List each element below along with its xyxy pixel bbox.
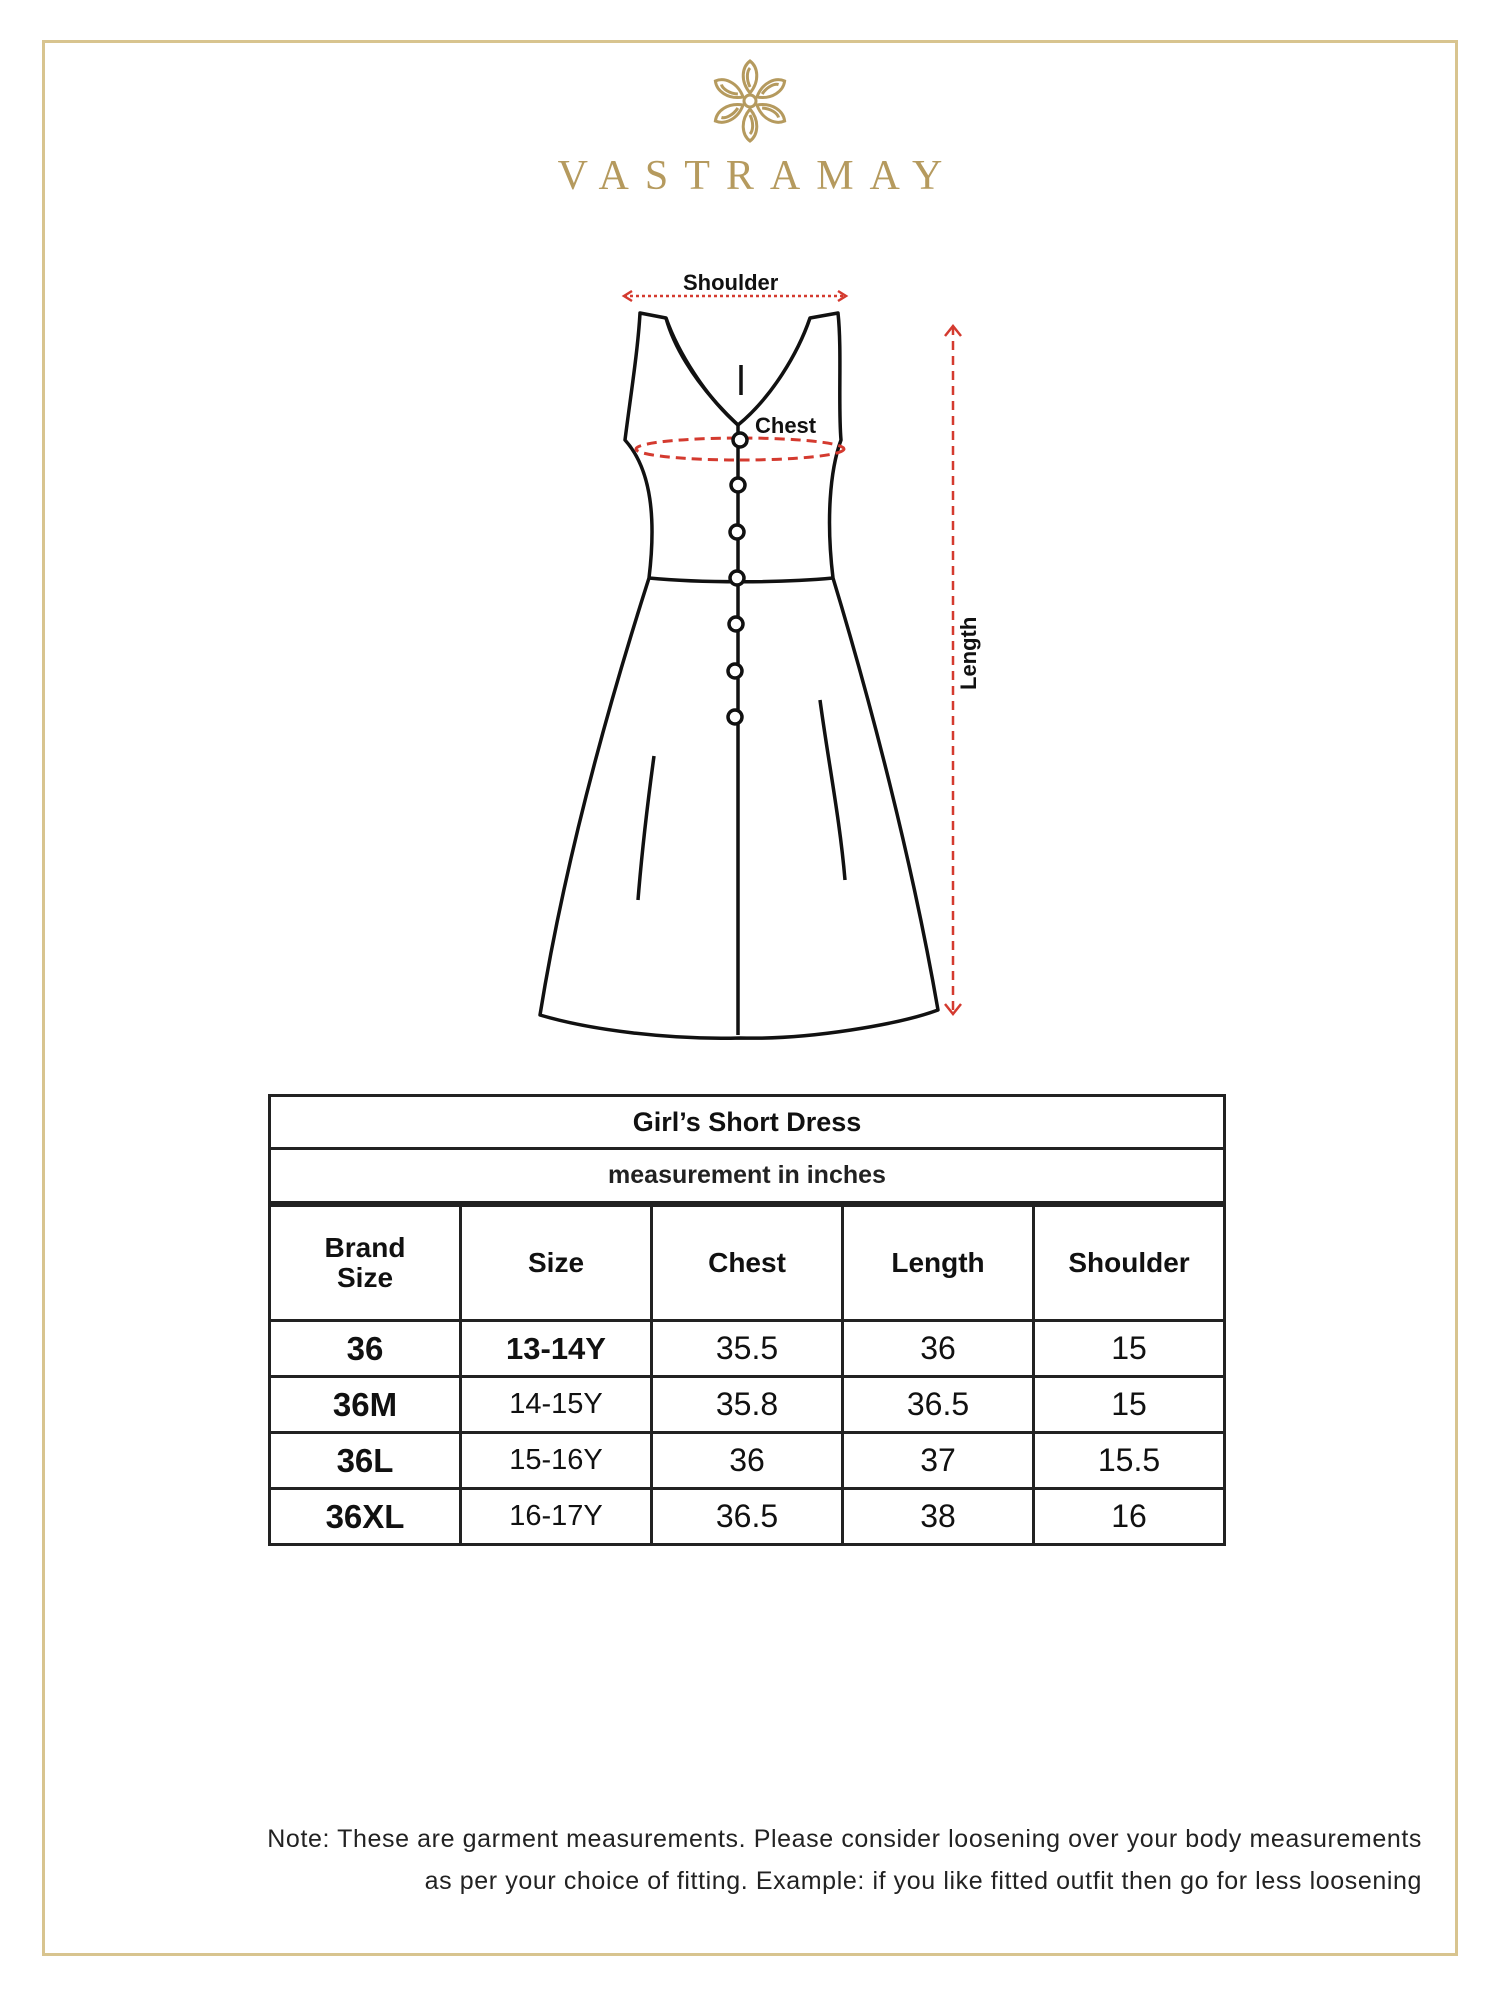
length-label: Length xyxy=(956,616,981,690)
header-chest: Chest xyxy=(652,1206,843,1321)
cell-chest: 35.5 xyxy=(652,1321,843,1377)
size-chart xyxy=(268,1094,1226,1546)
cell-length: 37 xyxy=(843,1433,1034,1489)
fitting-note xyxy=(70,1818,1422,1902)
note-line-2: as per your choice of fitting. Example: if you like fitted outfit then go for less loosening xyxy=(424,1867,1422,1895)
header-shoulder: Shoulder xyxy=(1034,1206,1225,1321)
cell-shoulder: 15 xyxy=(1034,1321,1225,1377)
floral-mandala-logo-icon xyxy=(705,56,795,146)
table-title: Girl’s Short Dress xyxy=(268,1094,1226,1150)
table-row xyxy=(270,1433,1225,1489)
cell-length: 36 xyxy=(843,1321,1034,1377)
brand-logo xyxy=(0,56,1500,146)
cell-size: 13-14Y xyxy=(461,1321,652,1377)
cell-brand-size: 36XL xyxy=(270,1489,461,1545)
shoulder-label: Shoulder xyxy=(683,270,779,295)
cell-chest: 35.8 xyxy=(652,1377,843,1433)
header-length: Length xyxy=(843,1206,1034,1321)
table-row xyxy=(270,1377,1225,1433)
cell-shoulder: 15 xyxy=(1034,1377,1225,1433)
cell-brand-size: 36 xyxy=(270,1321,461,1377)
header-size: Size xyxy=(461,1206,652,1321)
dress-diagram xyxy=(0,250,1500,1050)
table-row xyxy=(270,1489,1225,1545)
cell-length: 36.5 xyxy=(843,1377,1034,1433)
cell-chest: 36.5 xyxy=(652,1489,843,1545)
chest-label: Chest xyxy=(755,413,817,438)
table-header-row xyxy=(270,1206,1225,1321)
cell-size: 15-16Y xyxy=(461,1433,652,1489)
brand-name: VASTRAMAY xyxy=(557,153,959,199)
cell-shoulder: 15.5 xyxy=(1034,1433,1225,1489)
cell-shoulder: 16 xyxy=(1034,1489,1225,1545)
table-row xyxy=(270,1321,1225,1377)
table-subtitle: measurement in inches xyxy=(268,1150,1226,1204)
cell-brand-size: 36L xyxy=(270,1433,461,1489)
size-table xyxy=(268,1204,1226,1546)
cell-chest: 36 xyxy=(652,1433,843,1489)
cell-brand-size: 36M xyxy=(270,1377,461,1433)
cell-size: 16-17Y xyxy=(461,1489,652,1545)
note-line-1: Note: These are garment measurements. Please consider loosening over your body measurements xyxy=(267,1825,1422,1853)
header-brand-size: Brand Size xyxy=(270,1206,461,1321)
cell-size: 14-15Y xyxy=(461,1377,652,1433)
cell-length: 38 xyxy=(843,1489,1034,1545)
